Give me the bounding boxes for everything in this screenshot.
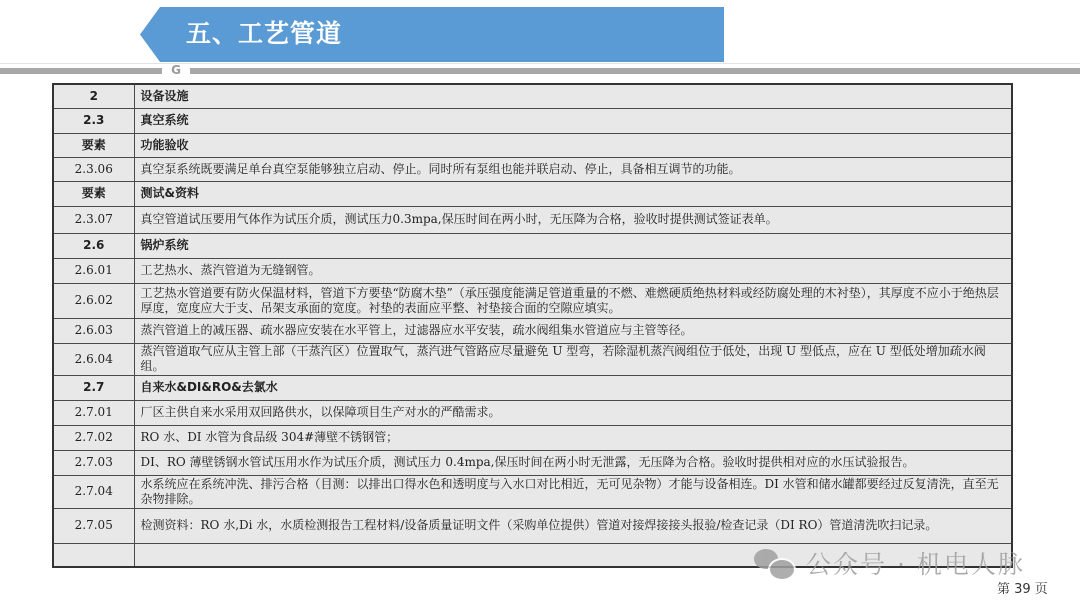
row-content: 蒸汽管道上的减压器、疏水器应安装在水平管上，过滤器应水平安装，疏水阀组集水管道应与主管等径。 (134, 318, 1012, 343)
row-code: 2 (53, 84, 134, 108)
table-row (53, 258, 1012, 283)
row-code: 2.6 (53, 233, 134, 258)
row-content: DI、RO 薄壁锈钢水管试压用水作为试压介质，测试压力 0.4mpa,保压时间在两小时无泄露，无压降为合格。验收时提供相对应的水压试验报告。 (134, 450, 1012, 475)
table-row (53, 206, 1012, 233)
row-code: 要素 (53, 133, 134, 157)
table-row (53, 425, 1012, 450)
table-row (53, 450, 1012, 475)
row-content: 厂区主供自来水采用双回路供水，以保障项目生产对水的严酷需求。 (134, 400, 1012, 425)
row-content: 水系统应在系统冲洗、排污合格（目测：以排出口得水色和透明度与入水口对比相近，无可见杂物）才能与设备相连。DI 水管和储水罐都要经过反复清洗，直至无杂物排除。 (134, 475, 1012, 508)
table-row (53, 318, 1012, 343)
row-content: 设备设施 (134, 84, 1012, 108)
table-row (53, 157, 1012, 181)
table-row (53, 283, 1012, 318)
row-content: 自来水&DI&RO&去氯水 (134, 375, 1012, 400)
table-row (53, 375, 1012, 400)
row-code: 2.3.06 (53, 157, 134, 181)
row-content: 测试&资料 (134, 181, 1012, 206)
spec-table (52, 83, 1013, 568)
row-code: 2.7.02 (53, 425, 134, 450)
row-content: 蒸汽管道取气应从主管上部（干蒸汽区）位置取气，蒸汽进气管路应尽量避免 U 型弯，若除湿机蒸汽阀组位于低处，出现 U 型低点，应在 U 型低处增加疏水阀组。 (134, 343, 1012, 375)
row-content: 检测资料：RO 水,Di 水，水质检测报告工程材料/设备质量证明文件（采购单位提供）管道对接焊接接头报验/检查记录（DI RO）管道清洗吹扫记录。 (134, 508, 1012, 543)
row-content: 工艺热水管道要有防火保温材料，管道下方要垫“防腐木垫”（承压强度能满足管道重量的不燃、难燃硬质绝热材料或经防腐处理的木衬垫），其厚度不应小于绝热层厚度，宽度应大于支、吊架支承面的宽度。衬垫的表面应平整、衬垫接合面的空隙应填实。 (134, 283, 1012, 318)
row-content: 真空泵系统既要满足单台真空泵能够独立启动、停止。同时所有泵组也能并联启动、停止，具备相互调节的功能。 (134, 157, 1012, 181)
row-code: 2.7.03 (53, 450, 134, 475)
header-divider-left (0, 68, 162, 74)
row-content: 真空管道试压要用气体作为试压介质，测试压力0.3mpa,保压时间在两小时，无压降为合格，验收时提供测试签证表单。 (134, 206, 1012, 233)
table-row (53, 508, 1012, 543)
row-code: 2.6.02 (53, 283, 134, 318)
table-row (53, 233, 1012, 258)
row-code: 要素 (53, 181, 134, 206)
table-row (53, 475, 1012, 508)
table-row (53, 108, 1012, 133)
row-content: RO 水、DI 水管为食品级 304#薄壁不锈钢管； (134, 425, 1012, 450)
watermark-text: 公众号 · 机电人脉 (806, 550, 1025, 579)
row-code: 2.7.01 (53, 400, 134, 425)
row-content: 真空系统 (134, 108, 1012, 133)
row-code: 2.6.04 (53, 343, 134, 375)
row-code: 2.6.03 (53, 318, 134, 343)
table-row (53, 400, 1012, 425)
page-number: 第 39 页 (997, 582, 1048, 597)
table-row (53, 343, 1012, 375)
row-code: 2.6.01 (53, 258, 134, 283)
row-content: 锅炉系统 (134, 233, 1012, 258)
logo-g-icon: G (171, 63, 181, 77)
header-divider-right (190, 68, 1080, 74)
table-row (53, 181, 1012, 206)
row-content: 功能验收 (134, 133, 1012, 157)
row-code: 2.3.07 (53, 206, 134, 233)
row-code: 2.3 (53, 108, 134, 133)
header-divider-thin (0, 63, 1080, 64)
table-row (53, 133, 1012, 157)
wechat-icon (752, 545, 796, 581)
row-code (53, 543, 134, 567)
page-title: 五、工艺管道 (186, 19, 343, 48)
row-content: 工艺热水、蒸汽管道为无缝钢管。 (134, 258, 1012, 283)
row-code: 2.7 (53, 375, 134, 400)
row-code: 2.7.04 (53, 475, 134, 508)
row-code: 2.7.05 (53, 508, 134, 543)
table-row (53, 84, 1012, 108)
watermark (752, 543, 1025, 583)
